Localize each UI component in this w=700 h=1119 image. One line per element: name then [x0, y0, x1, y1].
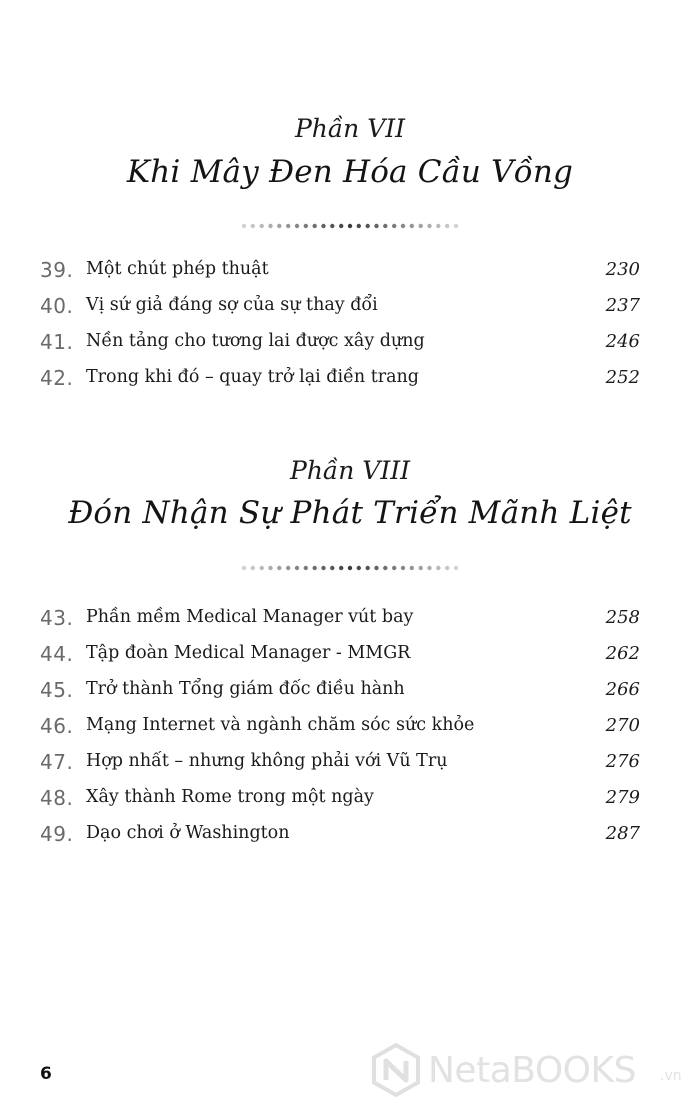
chapter-number: 42. — [40, 366, 74, 390]
watermark-text: NetaBOOKS — [428, 1050, 636, 1091]
toc-entry[interactable] — [40, 822, 640, 848]
chapter-title: Một chút phép thuật — [86, 259, 269, 279]
chapter-number: 43. — [40, 606, 74, 630]
toc-entry[interactable] — [40, 714, 640, 740]
chapter-number: 44. — [40, 642, 74, 666]
chapter-page: 252 — [605, 367, 640, 388]
chapter-title: Dạo chơi ở Washington — [86, 823, 290, 843]
toc-entry[interactable] — [40, 642, 640, 668]
chapter-number: 45. — [40, 678, 74, 702]
chapter-number: 40. — [40, 294, 74, 318]
chapter-title: Vị sứ giả đáng sợ của sự thay đổi — [86, 295, 378, 315]
chapter-page: 246 — [605, 331, 640, 352]
chapter-title: Hợp nhất – nhưng không phải với Vũ Trụ — [86, 751, 448, 771]
chapter-number: 49. — [40, 822, 74, 846]
chapter-number: 47. — [40, 750, 74, 774]
chapter-page: 266 — [605, 679, 640, 700]
toc-entry[interactable] — [40, 258, 640, 284]
chapter-page: 287 — [605, 823, 640, 844]
chapter-page: 262 — [605, 643, 640, 664]
chapter-title: Tập đoàn Medical Manager - MMGR — [86, 643, 411, 663]
chapter-title: Phần mềm Medical Manager vút bay — [86, 607, 414, 627]
part-title-viii: Đón Nhận Sự Phát Triển Mãnh Liệt — [68, 495, 632, 531]
toc-entry[interactable] — [40, 678, 640, 704]
chapter-page: 270 — [605, 715, 640, 736]
dot-divider — [240, 564, 460, 572]
watermark — [368, 1042, 688, 1102]
chapter-page: 276 — [605, 751, 640, 772]
toc-entry[interactable] — [40, 606, 640, 632]
watermark-suffix: .vn — [660, 1068, 682, 1084]
page-number: 6 — [40, 1064, 52, 1084]
toc-entry[interactable] — [40, 294, 640, 320]
toc-entry[interactable] — [40, 750, 640, 776]
chapter-number: 46. — [40, 714, 74, 738]
chapter-title: Nền tảng cho tương lai được xây dựng — [86, 331, 425, 351]
toc-entry[interactable] — [40, 366, 640, 392]
chapter-title: Trong khi đó – quay trở lại điền trang — [86, 367, 420, 387]
chapter-page: 258 — [605, 607, 640, 628]
part-title-vii: Khi Mây Đen Hóa Cầu Vồng — [126, 154, 574, 190]
dot-divider — [240, 222, 460, 230]
chapter-title: Xây thành Rome trong một ngày — [86, 787, 374, 807]
chapter-number: 39. — [40, 258, 74, 282]
chapter-page: 279 — [605, 787, 640, 808]
chapter-number: 41. — [40, 330, 74, 354]
part-label-vii: Phần VII — [294, 114, 406, 143]
part-label-viii: Phần VIII — [290, 456, 410, 485]
toc-entry[interactable] — [40, 786, 640, 812]
chapter-page: 237 — [605, 295, 640, 316]
chapter-title: Trở thành Tổng giám đốc điều hành — [86, 679, 405, 699]
toc-entry[interactable] — [40, 330, 640, 356]
netabooks-logo-icon — [368, 1042, 424, 1098]
chapter-number: 48. — [40, 786, 74, 810]
chapter-page: 230 — [605, 259, 640, 280]
chapter-title: Mạng Internet và ngành chăm sóc sức khỏe — [86, 715, 475, 735]
